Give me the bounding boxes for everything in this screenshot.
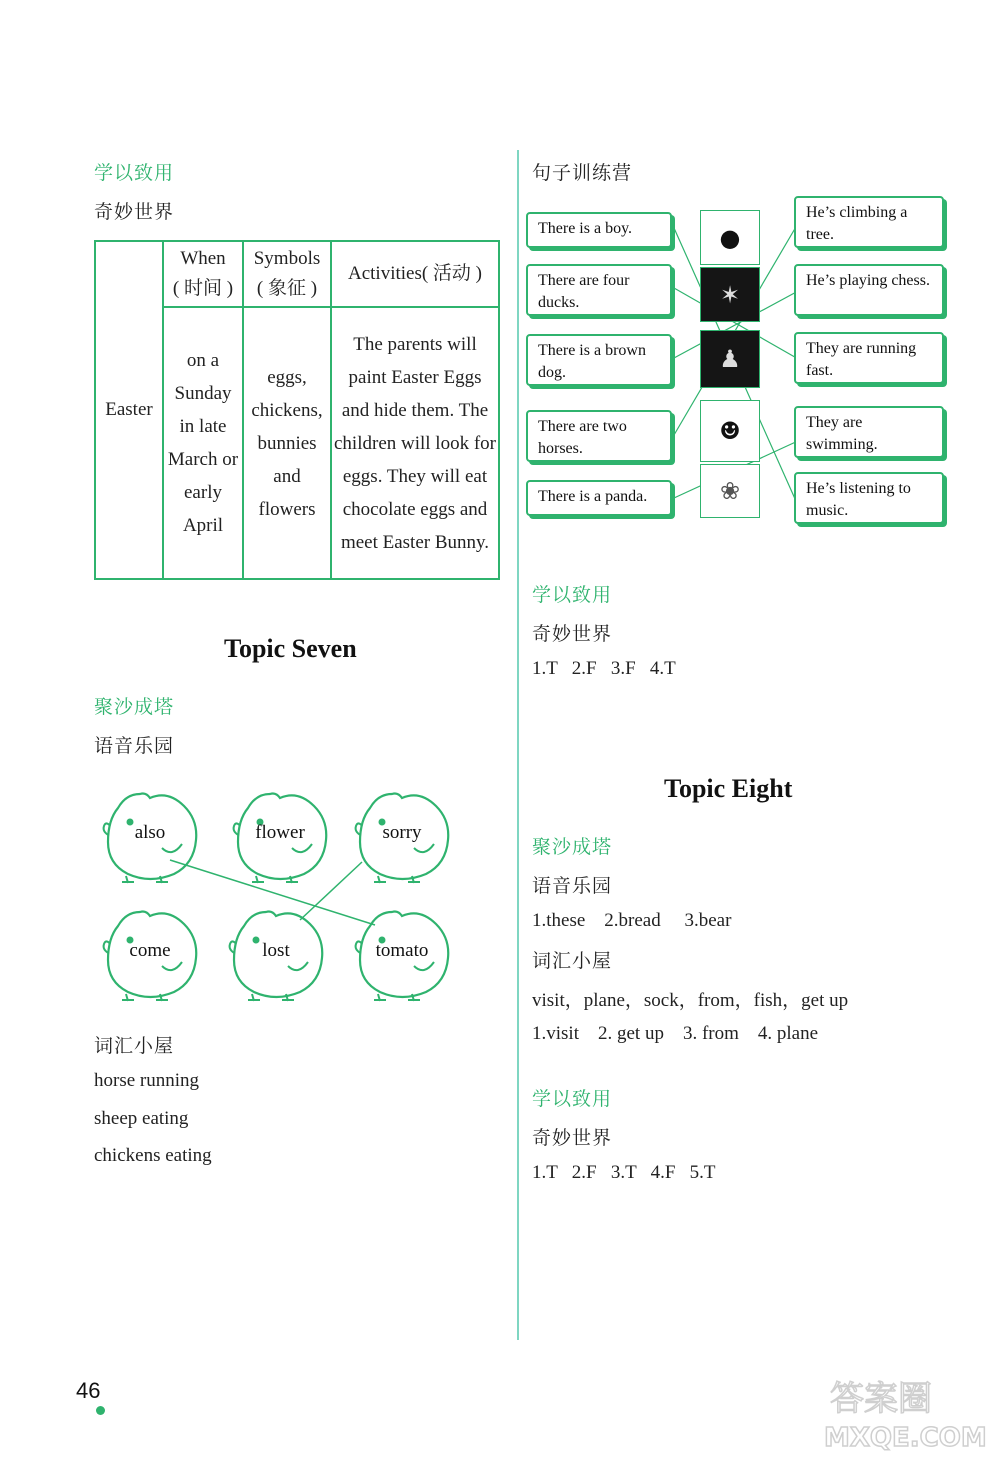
- subsection-phonics-2: 语音乐园: [532, 875, 613, 897]
- section-heading-apply: 学以致用: [94, 162, 175, 184]
- subsection-phonics: 语音乐园: [94, 735, 175, 757]
- topic-seven-title: Topic Seven: [224, 634, 357, 663]
- sentence-right-2: He’s playing chess.: [794, 264, 944, 316]
- page-number: 46: [76, 1378, 101, 1403]
- header-activities: Activities( 活动 ): [331, 241, 499, 307]
- chick-word: also: [134, 822, 166, 843]
- column-divider: [517, 150, 519, 1340]
- topic-eight-title: Topic Eight: [664, 774, 793, 803]
- photo-ducks: ✶: [700, 267, 760, 322]
- section-heading-apply-3: 学以致用: [532, 1088, 613, 1110]
- sentence-left-2: There are four ducks.: [526, 264, 672, 316]
- chick-word: flower: [255, 822, 305, 843]
- cell-symbols: eggs, chickens, bunnies and flowers: [243, 307, 331, 579]
- header-when: When ( 时间 ): [163, 241, 243, 307]
- svg-text:MXQE.COM: MXQE.COM: [824, 1423, 987, 1452]
- answers-topic-eight: 1.T 2.F 3.T 4.F 5.T: [532, 1162, 716, 1183]
- subsection-wonderful-world-2: 奇妙世界: [532, 623, 613, 645]
- section-heading-gather: 聚沙成塔: [94, 696, 175, 718]
- chick-word: lost: [262, 940, 290, 961]
- subsection-wonderful-world: 奇妙世界: [94, 201, 175, 223]
- chick-word: come: [129, 940, 171, 961]
- vocab-line-1: horse running: [94, 1070, 200, 1091]
- page-dot-icon: [96, 1406, 105, 1415]
- photo-panda: ❀: [700, 464, 760, 518]
- vocab-line-2: sheep eating: [94, 1108, 189, 1129]
- subsection-wonderful-world-3: 奇妙世界: [532, 1127, 613, 1149]
- answers-phonics: 1.these 2.bread 3.bear: [532, 910, 732, 931]
- vocab-words: visit，plane，sock，from，fish，get up: [532, 990, 849, 1011]
- sentence-left-1: There is a boy.: [526, 212, 672, 248]
- photo-dog: ●: [700, 210, 760, 265]
- subsection-vocabulary: 词汇小屋: [94, 1035, 175, 1057]
- answers-topic-seven: 1.T 2.F 3.F 4.T: [532, 658, 676, 679]
- subsection-sentence-training: 句子训练营: [532, 162, 633, 184]
- sentence-right-1: He’s climbing a tree.: [794, 196, 944, 248]
- sentence-left-4: There are two horses.: [526, 410, 672, 462]
- answers-vocabulary: 1.visit 2. get up 3. from 4. plane: [532, 1023, 819, 1044]
- cell-when: on a Sunday in late March or early April: [163, 307, 243, 579]
- phonics-match-lines: [0, 0, 500, 1000]
- chick-word: tomato: [375, 940, 429, 961]
- photo-boy: ☻: [700, 400, 760, 462]
- svg-text:答案圈: 答案圈: [830, 1379, 932, 1419]
- sentence-right-5: He’s listening to music.: [794, 472, 944, 524]
- row-label-easter: Easter: [95, 241, 163, 579]
- match-line-also-tomato: [170, 860, 375, 925]
- vocab-line-3: chickens eating: [94, 1145, 212, 1166]
- photo-chess: ♟: [700, 330, 760, 388]
- chick-word: sorry: [382, 822, 422, 843]
- header-symbols: Symbols ( 象征 ): [243, 241, 331, 307]
- section-heading-gather-2: 聚沙成塔: [532, 836, 613, 858]
- sentence-right-3: They are running fast.: [794, 332, 944, 384]
- section-heading-apply-2: 学以致用: [532, 584, 613, 606]
- sentence-right-4: They are swimming.: [794, 406, 944, 458]
- cell-activities: The parents will paint Easter Eggs and hide them. The children will look for eggs. They will eat chocolate eggs and meet Easter Bunny.: [331, 307, 499, 579]
- sentence-left-3: There is a brown dog.: [526, 334, 672, 386]
- sentence-left-5: There is a panda.: [526, 480, 672, 516]
- subsection-vocabulary-2: 词汇小屋: [532, 950, 613, 972]
- watermark-logo-icon: [820, 1372, 990, 1452]
